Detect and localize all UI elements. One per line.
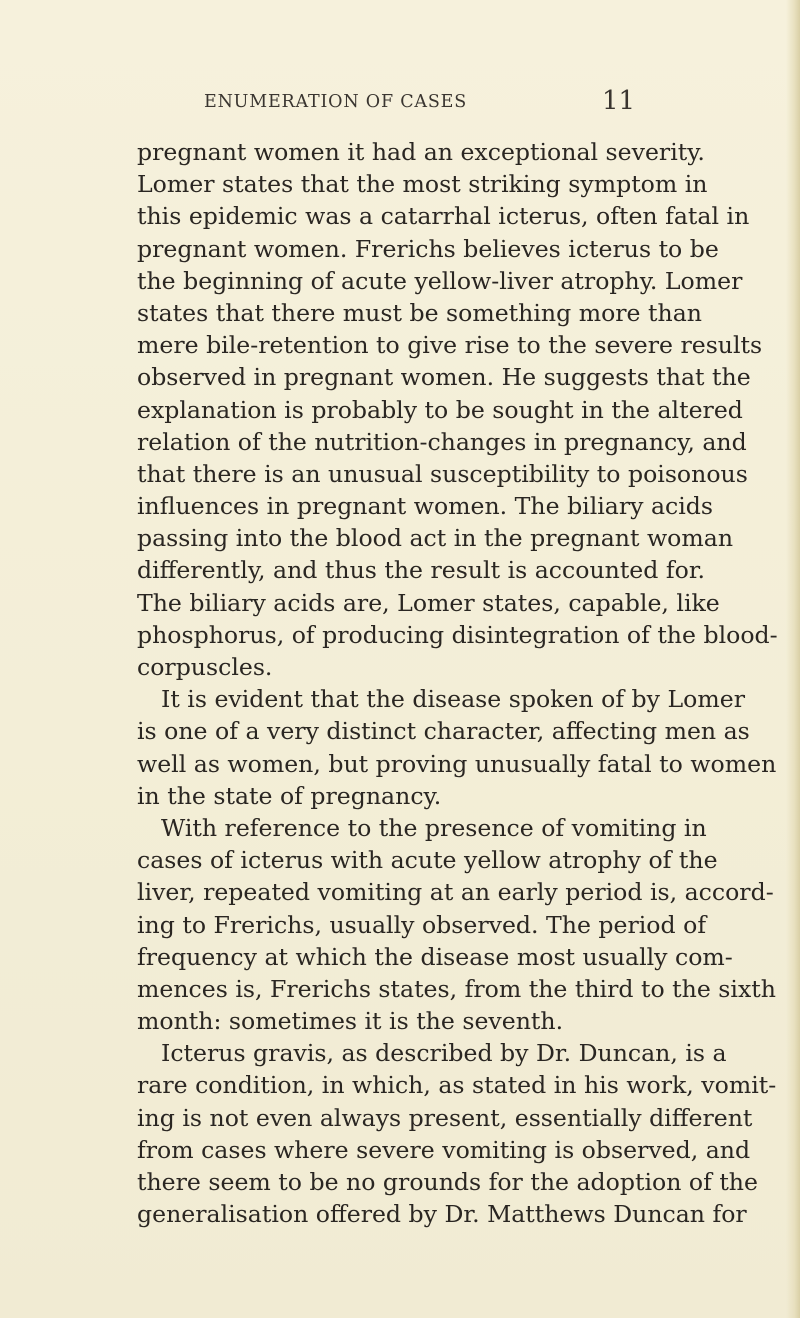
text-line: this epidemic was a catarrhal icterus, often fatal in — [137, 202, 750, 231]
text-line: ing to Frerichs, usually observed. The period of — [137, 910, 707, 939]
text-line: in the state of pregnancy. — [137, 781, 442, 810]
running-head: ENUMERATION OF CASES — [204, 92, 468, 112]
text-line: generalisation offered by Dr. Matthews Duncan for — [137, 1200, 747, 1229]
text-line: Lomer states that the most striking symptom in — [137, 170, 708, 199]
page-edge-shadow — [786, 0, 800, 1318]
text-line: differently, and thus the result is accounted for. — [137, 556, 705, 585]
paragraph-start-line: Icterus gravis, as described by Dr. Duncan, is a — [161, 1039, 727, 1068]
text-line: explanation is probably to be sought in the altered — [137, 395, 743, 424]
text-line: the beginning of acute yellow-liver atrophy. Lomer — [137, 266, 743, 295]
text-line: that there is an unusual susceptibility to poisonous — [137, 459, 748, 488]
text-line: well as women, but proving unusually fatal to women — [137, 749, 777, 778]
text-line: mere bile-retention to give rise to the severe results — [137, 331, 763, 360]
text-line: month: sometimes it is the seventh. — [137, 1007, 564, 1036]
text-line: mences is, Frerichs states, from the third to the sixth — [137, 974, 776, 1003]
body-text — [137, 136, 778, 1230]
text-line: phosphorus, of producing disintegration of the blood- — [137, 620, 778, 649]
text-line: states that there must be something more than — [137, 298, 702, 327]
text-line: The biliary acids are, Lomer states, capable, like — [137, 588, 720, 617]
text-line: passing into the blood act in the pregnant woman — [137, 524, 734, 553]
text-line: frequency at which the disease most usually com- — [137, 942, 733, 971]
text-line: observed in pregnant women. He suggests that the — [137, 363, 751, 392]
text-line: influences in pregnant women. The biliary acids — [137, 492, 714, 521]
text-line: ing is not even always present, essentially different — [137, 1103, 753, 1132]
paragraph-start-line: It is evident that the disease spoken of by Lomer — [161, 685, 745, 714]
text-line: from cases where severe vomiting is observed, and — [137, 1135, 751, 1164]
text-line: there seem to be no grounds for the adoption of the — [137, 1168, 758, 1196]
text-line: rare condition, in which, as stated in his work, vomit- — [137, 1071, 777, 1100]
text-line: cases of icterus with acute yellow atrophy of the — [137, 846, 718, 875]
text-line: liver, repeated vomiting at an early period is, accord- — [137, 878, 774, 907]
text-line: is one of a very distinct character, affecting men as — [137, 717, 750, 746]
text-line: pregnant women it had an exceptional severity. — [137, 138, 705, 166]
page-header — [0, 86, 800, 122]
paragraph-start-line: With reference to the presence of vomiting in — [161, 813, 707, 842]
page-number: 11 — [602, 86, 636, 116]
text-line: corpuscles. — [137, 653, 273, 681]
text-line: relation of the nutrition-changes in pregnancy, and — [137, 427, 747, 456]
text-line: pregnant women. Frerichs believes icterus to be — [137, 234, 719, 263]
